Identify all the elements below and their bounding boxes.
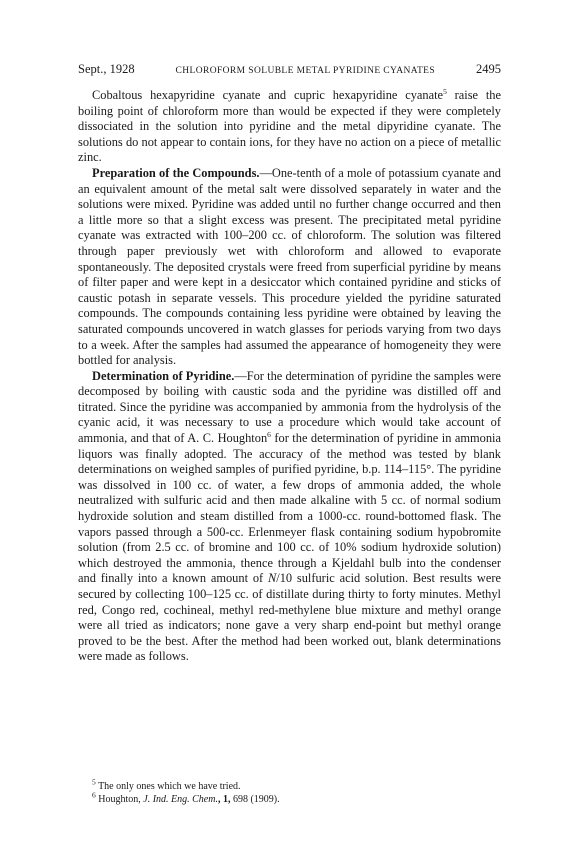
- paragraph-boiling-point: [78, 88, 501, 166]
- paragraph-preparation: [78, 166, 501, 369]
- footnote-text: The only ones which we have tried.: [95, 781, 241, 792]
- header-date: Sept., 1928: [78, 62, 135, 76]
- footnote-author: Houghton,: [95, 794, 144, 805]
- footnote-5: [78, 777, 501, 793]
- footnote-pages: 698 (1909).: [230, 794, 280, 805]
- footnote-ref-6[interactable]: 6: [267, 429, 271, 439]
- paragraph-determination: [78, 369, 501, 665]
- footnote-journal: J. Ind. Eng. Chem.: [143, 794, 218, 805]
- footnote-mark: 5: [92, 777, 96, 787]
- paragraph-text: raise the boiling point of chloroform more than would be expected if they were completely dissociated in the solution into pyridine and the metal dipyridine cyanate. The solutions do not appear to contain ions, for they have no action on a piece of metallic zinc.: [78, 88, 501, 165]
- footnote-ref-5[interactable]: 5: [443, 86, 447, 96]
- footnote-mark: 6: [92, 790, 96, 800]
- paragraph-text: —One-tenth of a mole of potassium cyanate and an equivalent amount of the metal salt were dissolved separately in water and the solutions were mixed. Pyridine was added until no further change occurred and then a little more so that a slight excess was present. The precipitated metal pyridine cyanate was extracted with 100–200 cc. of chloroform. The solution was filtered through paper previously wet with chloroform and allowed to evaporate spontaneously. The deposited crystals were freed from superficial pyridine by means of filter paper and were kept in a desiccator which contained pyridine and sticks of caustic potash in separate vessels. This procedure yielded the pyridine saturated compounds. The compounds containing less pyridine were obtained by leaving the saturated compounds uncovered in watch glasses for periods varying from two days to a week. After the samples had assumed the appearance of homogeneity they were bottled for analysis.: [78, 165, 501, 368]
- header-page-number: 2495: [476, 62, 501, 76]
- article-body: [78, 88, 501, 665]
- footnote-volume: , 1,: [217, 794, 231, 805]
- paragraph-text: for the determination of pyridine in ammonia liquors was finally adopted. The accuracy of the method was tested by blank determinations on weighed samples of purified pyridine, b.p. 114–115°. The pyridine was dissolved in 100 cc. of water, a few drops of ammonia added, the whole neutralized with sulfuric acid and then made alkaline with 5 cc. of normal sodium hydroxide solution and steam distilled from a 1000-cc. round-bottomed flask. The vapors passed through a 500-cc. Erlenmeyer flask containing sodium hypobromite solution (from 2.5 cc. of bromine and 100 cc. of 10% sodium hydroxide solution) which destroyed the ammonia, thence through a Kjeldahl bulb into the condenser and finally into a known amount of: [78, 431, 501, 586]
- header-title: CHLOROFORM SOLUBLE METAL PYRIDINE CYANATES: [175, 66, 436, 76]
- paragraph-text: Cobaltous hexapyridine cyanate and cupric hexapyridine cyanate: [92, 88, 444, 102]
- normality-symbol: N: [267, 571, 277, 586]
- section-heading-preparation: Preparation of the Compounds.: [92, 165, 260, 180]
- paragraph-text: /10 sulfuric acid solution. Best results were secured by collecting 100–125 cc. of distillate during thirty to forty minutes. Methyl red, Congo red, cochineal, methyl red-methylene blue mixture and methyl orange were all tried as indicators; none gave a very sharp end-point but methyl orange proved to be the best. After the method had been worked out, blank determinations were made as follows.: [78, 571, 501, 664]
- paragraph-text: —For the determination of pyridine the samples were decomposed by boiling with caustic soda and the pyridine was distilled off and titrated. Since the pyridine was accompanied by ammonia from the hydrolysis of the cyanic acid, it was necessary to use a procedure which would take account of ammonia, and that of A. C. Houghton: [78, 368, 502, 446]
- section-heading-determination: Determination of Pyridine.: [92, 368, 235, 383]
- footnote-6: [78, 790, 501, 806]
- footnotes: [78, 777, 501, 806]
- running-header: [78, 62, 501, 77]
